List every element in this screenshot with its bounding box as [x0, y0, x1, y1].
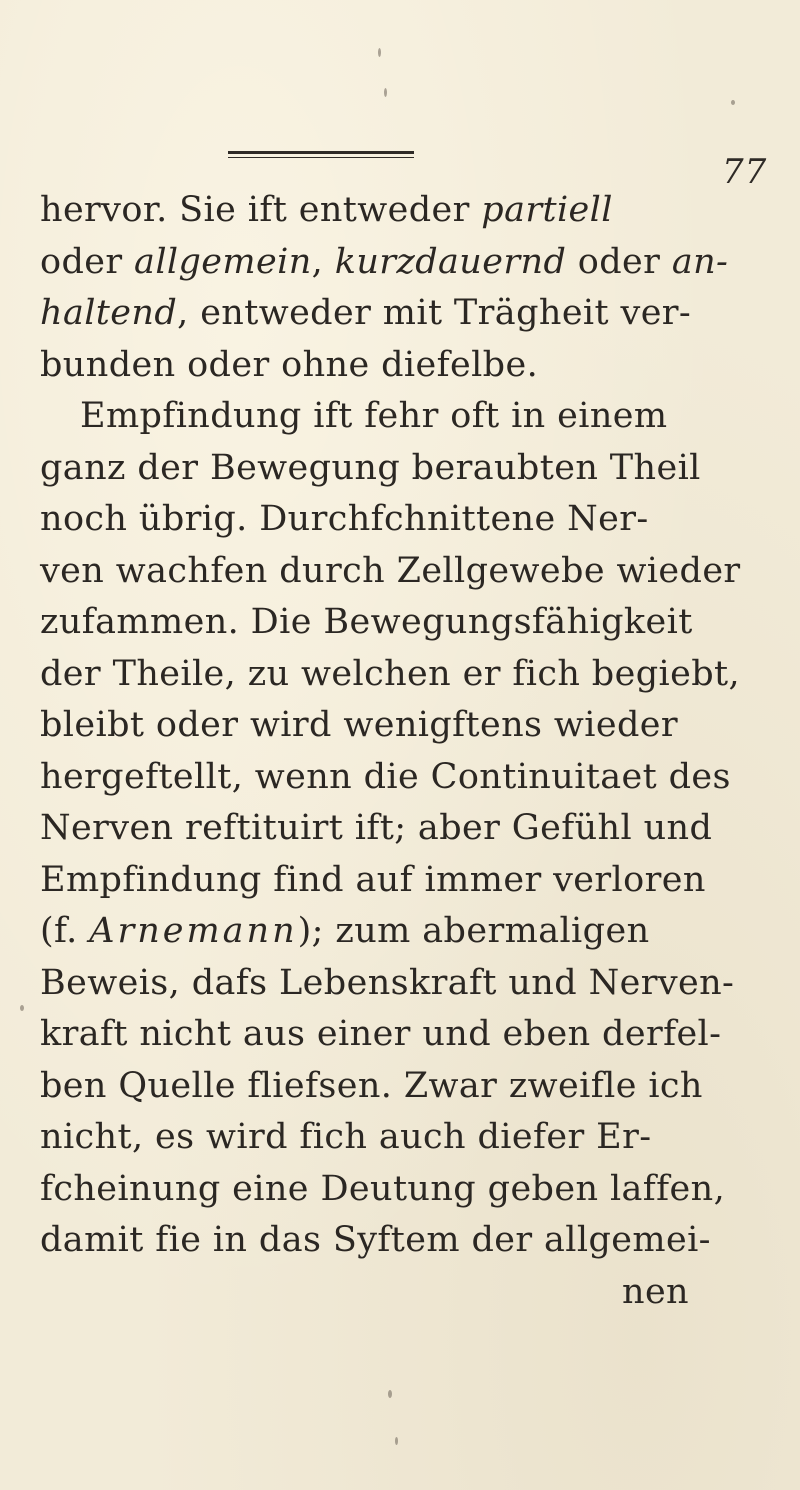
header-rule	[228, 151, 414, 154]
text-run: Nerven reftituirt ift; aber Gefühl und	[40, 808, 713, 848]
italic-run: haltend	[40, 293, 178, 333]
text-run: hervor. Sie ift entweder	[40, 190, 482, 230]
italic-run: partiell	[481, 190, 613, 230]
text-run: ); zum abermaligen	[297, 911, 650, 951]
text-run: ven wachfen durch Zellgewebe wieder	[40, 550, 741, 591]
page-number: 77	[722, 152, 768, 192]
text-run: Empfindung find auf immer verloren	[40, 859, 706, 900]
text-run: damit fie in das Syftem der allgemei-	[40, 1220, 711, 1260]
italic-run: kurzdauernd	[334, 241, 567, 282]
paper-speck	[395, 1437, 398, 1445]
paper-speck	[388, 1390, 392, 1398]
text-run: fcheinung eine Deutung geben laffen,	[40, 1168, 726, 1209]
text-run: hergeftellt, wenn die Continuitaet des	[40, 756, 731, 797]
text-run: , entweder mit Trägheit ver-	[177, 293, 692, 333]
text-run: zufammen. Die Bewegungsfähigkeit	[40, 602, 693, 642]
text-run: bleibt oder wird wenigftens wieder	[40, 705, 679, 745]
text-run: oder	[566, 241, 672, 282]
text-line	[40, 1210, 711, 1270]
text-run: bunden oder ohne diefelbe.	[40, 344, 539, 385]
text-run: nicht, es wird fich auch diefer Er-	[40, 1117, 652, 1157]
text-run: noch übrig. Durchfchnittene Ner-	[40, 499, 649, 539]
text-run: oder	[40, 241, 135, 282]
catchword: nen	[622, 1271, 689, 1312]
paper-speck	[378, 48, 381, 57]
text-run: Empfindung ift fehr oft in einem	[80, 396, 668, 436]
italic-run: an-	[671, 241, 729, 282]
text-run: ,	[311, 241, 335, 282]
italic-run: Arnemann	[89, 911, 298, 951]
paper-speck	[731, 100, 735, 105]
text-run: der Theile, zu welchen er fich begiebt,	[40, 653, 741, 694]
text-run: (f.	[40, 911, 90, 951]
text-run: ganz der Bewegung beraubten Theil	[40, 447, 701, 488]
text-run: Beweis, dafs Lebenskraft und Nerven-	[40, 962, 735, 1003]
text-run: kraft nicht aus einer und eben derfel-	[40, 1014, 722, 1054]
paper-speck	[20, 1005, 24, 1011]
paper-speck	[384, 88, 387, 97]
text-run: ben Quelle fliefsen. Zwar zweifle ich	[40, 1065, 703, 1106]
italic-run: allgemein	[134, 241, 312, 282]
